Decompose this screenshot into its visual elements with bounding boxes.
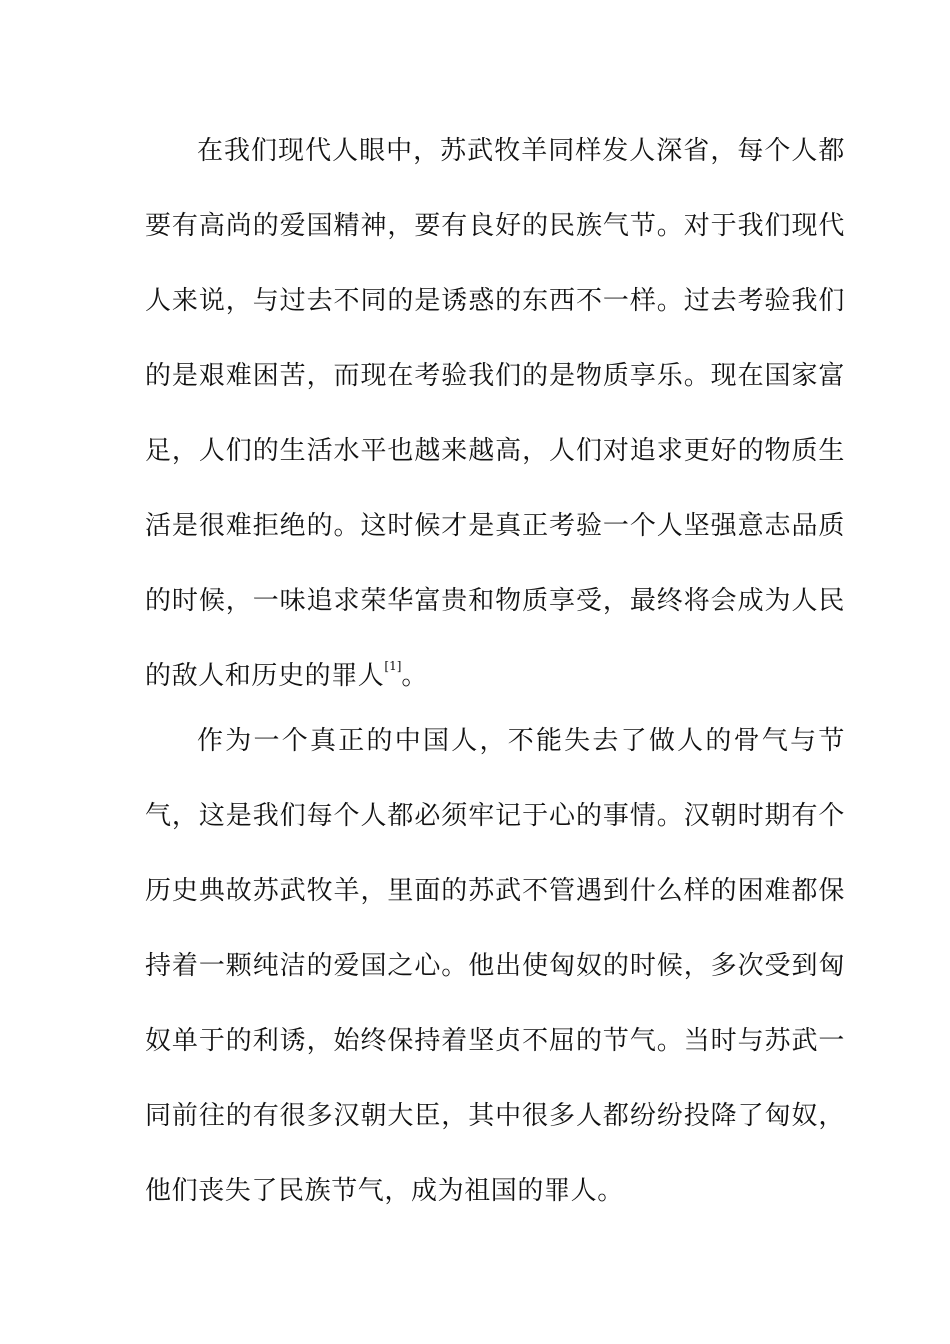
paragraph-1 [145,114,845,714]
paragraph-1-text: 在我们现代人眼中，苏武牧羊同样发人深省，每个人都要有高尚的爱国精神，要有良好的民族气节。对于我们现代人来说，与过去不同的是诱惑的东西不一样。过去考验我们的是艰难困苦，而现在考验我们的是物质享乐。现在国家富足，人们的生活水平也越来越高，人们对追求更好的物质生活是很难拒绝的。这时候才是真正考验一个人坚强意志品质的时候，一味追求荣华富贵和物质享受，最终将会成为人民的敌人和历史的罪人 [145,136,845,691]
paragraph-2: 作为一个真正的中国人，不能失去了做人的骨气与节气，这是我们每个人都必须牢记于心的事情。汉朝时期有个历史典故苏武牧羊，里面的苏武不管遇到什么样的困难都保持着一颗纯洁的爱国之心。他出使匈奴的时候，多次受到匈奴单于的利诱，始终保持着坚贞不屈的节气。当时与苏武一同前往的有很多汉朝大臣，其中很多人都纷纷投降了匈奴，他们丧失了民族节气，成为祖国的罪人。 [145,726,845,1206]
paragraph-1-end: 。 [401,661,429,691]
citation-marker[interactable]: [1] [384,659,402,673]
